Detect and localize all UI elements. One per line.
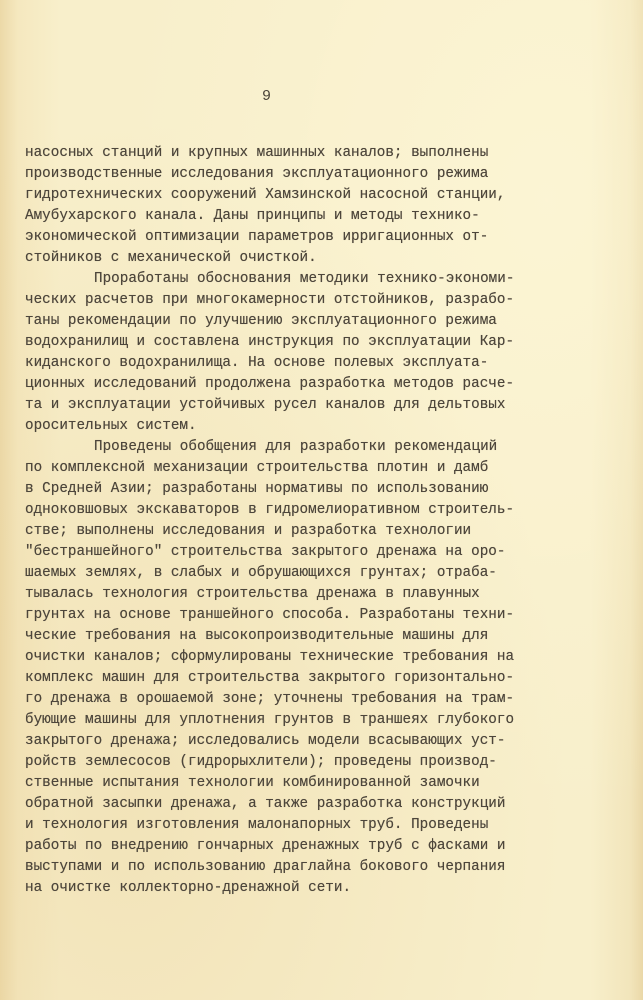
text-line: ройств землесосов (гидрорыхлители); проведены производ- bbox=[25, 754, 497, 770]
text-line: стве; выполнены исследования и разработка технологии bbox=[25, 523, 472, 539]
text-line: по комплексной механизации строительства плотин и дамб bbox=[25, 460, 489, 476]
text-line: выступами и по использованию драглайна бокового черпания bbox=[25, 859, 506, 875]
page-number: 9 bbox=[262, 88, 272, 105]
text-line: "бестраншейного" строительства закрытого дренажа на оро- bbox=[25, 544, 506, 560]
text-line: одноковшовых экскаваторов в гидромелиоративном строитель- bbox=[25, 502, 515, 518]
text-line: Амубухарского канала. Даны принципы и методы технико- bbox=[25, 208, 480, 224]
body-text bbox=[25, 143, 625, 899]
text-line: оросительных систем. bbox=[25, 418, 197, 434]
text-line: та и эксплуатации устойчивых русел каналов для дельтовых bbox=[25, 397, 506, 413]
paragraph-3 bbox=[25, 437, 625, 899]
text-line: ческих расчетов при многокамерности отстойников, разрабо- bbox=[25, 292, 515, 308]
text-line: комплекс машин для строительства закрытого горизонтально- bbox=[25, 670, 515, 686]
text-line: гидротехнических сооружений Хамзинской насосной станции, bbox=[25, 187, 506, 203]
paragraph-1 bbox=[25, 143, 625, 269]
text-line-indented: Проработаны обоснования методики технико-экономи- bbox=[94, 271, 515, 287]
text-line: грунтах на основе траншейного способа. Разработаны техни- bbox=[25, 607, 515, 623]
text-line: ческие требования на высокопроизводительные машины для bbox=[25, 628, 489, 644]
text-line: шаемых землях, в слабых и обрушающихся грунтах; отраба- bbox=[25, 565, 497, 581]
text-line: на очистке коллекторно-дренажной сети. bbox=[25, 880, 352, 896]
text-line: ционных исследований продолжена разработка методов расче- bbox=[25, 376, 515, 392]
text-line: очистки каналов; сформулированы технические требования на bbox=[25, 649, 515, 665]
paragraph-2 bbox=[25, 269, 625, 437]
text-line: тывалась технология строительства дренажа в плавунных bbox=[25, 586, 480, 602]
text-line: закрытого дренажа; исследовались модели всасывающих уст- bbox=[25, 733, 506, 749]
text-line: насосных станций и крупных машинных каналов; выполнены bbox=[25, 145, 489, 161]
text-line: производственные исследования эксплуатационного режима bbox=[25, 166, 489, 182]
text-line: бующие машины для уплотнения грунтов в траншеях глубокого bbox=[25, 712, 515, 728]
text-line: ственные испытания технологии комбинированной замочки bbox=[25, 775, 480, 791]
text-line: таны рекомендации по улучшению эксплуатационного режима bbox=[25, 313, 497, 329]
text-line: работы по внедрению гончарных дренажных труб с фасками и bbox=[25, 838, 506, 854]
text-line: водохранилищ и составлена инструкция по эксплуатации Кар- bbox=[25, 334, 515, 350]
text-line: в Средней Азии; разработаны нормативы по использованию bbox=[25, 481, 489, 497]
text-line: го дренажа в орошаемой зоне; уточнены требования на трам- bbox=[25, 691, 515, 707]
text-line: и технология изготовления малонапорных труб. Проведены bbox=[25, 817, 489, 833]
text-line: обратной засыпки дренажа, а также разработка конструкций bbox=[25, 796, 506, 812]
text-line: киданского водохранилища. На основе полевых эксплуата- bbox=[25, 355, 489, 371]
text-line: экономической оптимизации параметров ирригационных от- bbox=[25, 229, 489, 245]
text-line: стойников с механической очисткой. bbox=[25, 250, 317, 266]
text-line-indented: Проведены обобщения для разработки рекомендаций bbox=[94, 439, 498, 455]
